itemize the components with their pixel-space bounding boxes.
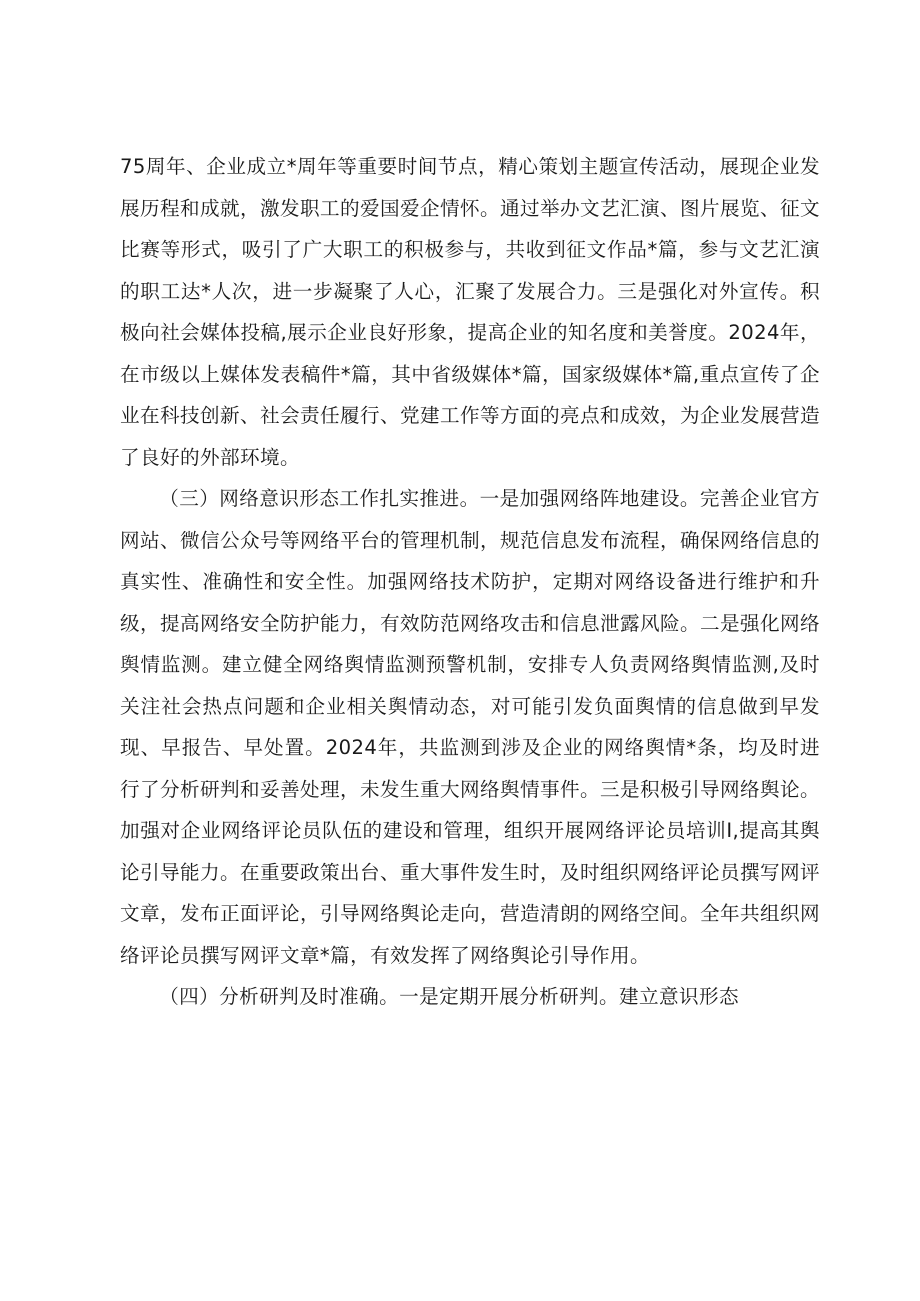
paragraph-network-ideology: （三）网络意识形态工作扎实推进。一是加强网络阵地建设。完善企业官方网站、微信公众号等网络平台的管理机制，规范信息发布流程，确保网络信息的真实性、准确性和安全性。加强网络技术防护，定期对网络设备进行维护和升级，提高网络安全防护能力，有效防范网络攻击和信息泄露风险。二是强化网络舆情监测。建立健全网络舆情监测预警机制，安排专人负责网络舆情监测,及时关注社会热点问题和企业相关舆情动态，对可能引发负面舆情的信息做到早发现、早报告、早处置。2024年，共监测到涉及企业的网络舆情*条，均及时进行了分析研判和妥善处理，未发生重大网络舆情事件。三是积极引导网络舆论。加强对企业网络评论员队伍的建设和管理，组织开展网络评论员培训I,提高其舆论引导能力。在重要政策出台、重大事件发生时，及时组织网络评论员撰写网评文章，发布正面评论，引导网络舆论走向，营造清朗的网络空间。全年共组织网络评论员撰写网评文章*篇，有效发挥了网络舆论引导作用。	[120, 487, 820, 967]
document-body	[120, 146, 820, 1018]
paragraph-analysis-judgment: （四）分析研判及时准确。一是定期开展分析研判。建立意识形态	[159, 985, 740, 1008]
paragraph-propaganda-continued: 75周年、企业成立*周年等重要时间节点，精心策划主题宣传活动，展现企业发展历程和成就，激发职工的爱国爱企情怀。通过举办文艺汇演、图片展览、征文比赛等形式，吸引了广大职工的积极参与，共收到征文作品*篇，参与文艺汇演的职工达*人次，进一步凝聚了人心，汇聚了发展合力。三是强化对外宣传。积极向社会媒体投稿,展示企业良好形象，提高企业的知名度和美誉度。2024年，在市级以上媒体发表稿件*篇，其中省级媒体*篇，国家级媒体*篇,重点宣传了企业在科技创新、社会责任履行、党建工作等方面的亮点和成效，为企业发展营造了良好的外部环境。	[120, 155, 820, 469]
